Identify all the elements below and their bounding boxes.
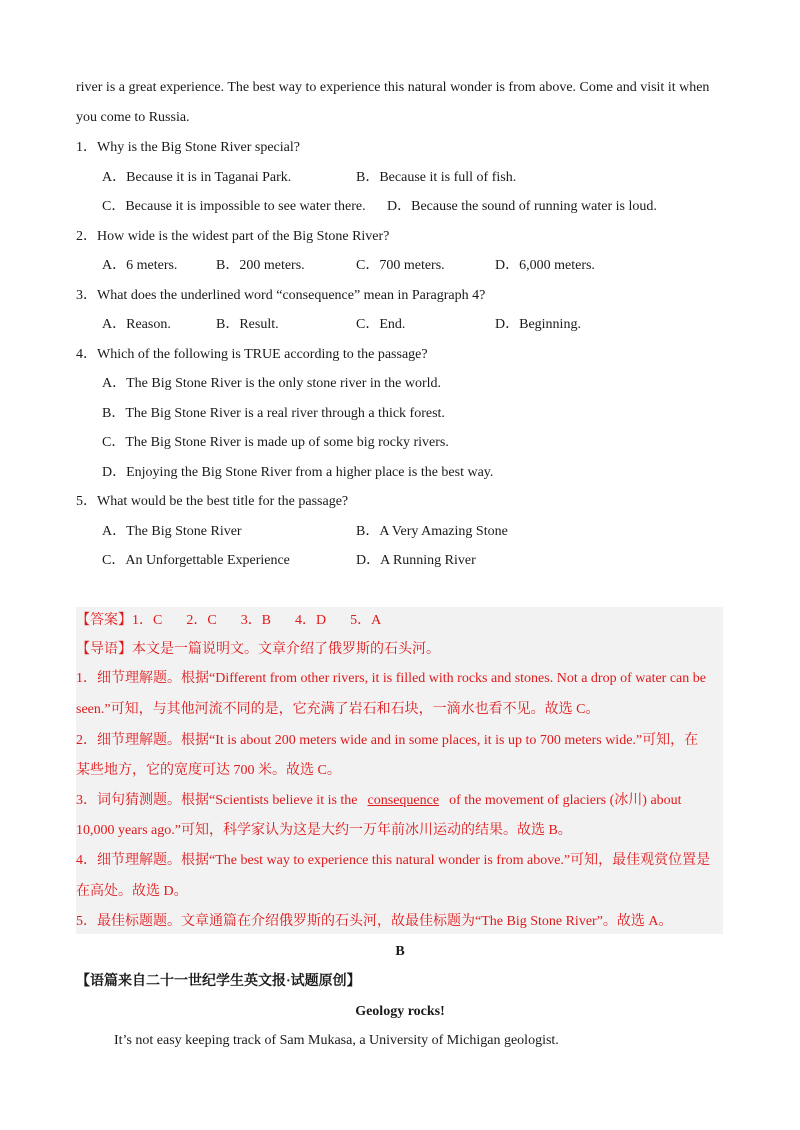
question-option: A．The Big Stone River [102, 524, 242, 539]
question-option: B．Result. [216, 317, 279, 332]
explanation-text: of the movement of glaciers (冰川) about [449, 793, 682, 808]
guide-text: 本文是一篇说明文。文章介绍了俄罗斯的石头河。 [132, 642, 440, 657]
explanation-line: 2．细节理解题。根据“It is about 200 meters wide and in some places, it is up to 700 meters wide.”可知，在 [76, 733, 699, 748]
question-stem: 4．Which of the following is TRUE according to the passage? [76, 347, 428, 362]
question-stem: 3．What does the underlined word “consequence” mean in Paragraph 4? [76, 288, 486, 303]
question-option: C．The Big Stone River is made up of some big rocky rivers. [102, 435, 449, 450]
answer-item: 4．D [295, 613, 327, 628]
explanation-line: 4．细节理解题。根据“The best way to experience this natural wonder is from above.”可知，最佳观赏位置是 [76, 853, 711, 868]
explanation-line: 某些地方，它的宽度可达 700 米。故选 C。 [76, 763, 341, 778]
question-option: A．Reason. [102, 317, 171, 332]
explanation-line: seen.”可知，与其他河流不同的是，它充满了岩石和石块，一滴水也看不见。故选 C。 [76, 702, 600, 717]
explanation-text: 3．词句猜测题。根据“Scientists believe it is the [76, 793, 358, 808]
question-option: C．End. [356, 317, 406, 332]
question-option: A．Because it is in Taganai Park. [102, 170, 292, 185]
passage-line: It’s not easy keeping track of Sam Mukasa, a University of Michigan geologist. [114, 1033, 559, 1048]
question-stem: 1．Why is the Big Stone River special? [76, 140, 300, 155]
explanation-line: 在高处。故选 D。 [76, 884, 188, 899]
section-source: 【语篇来自二十一世纪学生英文报·试题原创】 [76, 974, 361, 989]
explanation-line [76, 792, 682, 810]
question-option: D．Enjoying the Big Stone River from a higher place is the best way. [102, 465, 494, 480]
answer-label: 【答案】 [76, 613, 132, 628]
question-option: C．Because it is impossible to see water there. [102, 199, 366, 214]
question-option: B．A Very Amazing Stone [356, 524, 508, 539]
explanation-line: 10,000 years ago.”可知，科学家认为这是大约一万年前冰川运动的结果。故选 B。 [76, 823, 572, 838]
explanation-line: 5．最佳标题题。文章通篇在介绍俄罗斯的石头河，故最佳标题为“The Big Stone River”。故选 A。 [76, 914, 673, 929]
question-option: A．6 meters. [102, 258, 178, 273]
question-option: A．The Big Stone River is the only stone river in the world. [102, 376, 442, 391]
answer-item: 5．A [350, 613, 382, 628]
guide-line [76, 641, 440, 659]
question-option: B．The Big Stone River is a real river through a thick forest. [102, 406, 445, 421]
answer-item: 1．C [132, 613, 163, 628]
question-option: C．700 meters. [356, 258, 445, 273]
section-letter: B [395, 944, 405, 959]
question-option: D．A Running River [356, 553, 476, 568]
question-option: D．Beginning. [495, 317, 581, 332]
question-option: B．200 meters. [216, 258, 305, 273]
question-stem: 5．What would be the best title for the passage? [76, 494, 349, 509]
underlined-word: consequence [367, 793, 440, 808]
answer-item: 2．C [186, 613, 217, 628]
passage-title: Geology rocks! [355, 1004, 445, 1019]
answer-line [76, 612, 381, 630]
guide-label: 【导语】 [76, 642, 132, 657]
passage-line: you come to Russia. [76, 110, 190, 125]
question-option: C．An Unforgettable Experience [102, 553, 290, 568]
question-stem: 2．How wide is the widest part of the Big Stone River? [76, 229, 390, 244]
question-option: B．Because it is full of fish. [356, 170, 517, 185]
explanation-line: 1．细节理解题。根据“Different from other rivers, it is filled with rocks and stones. Not a drop of water can be [76, 671, 706, 686]
passage-line: river is a great experience. The best way to experience this natural wonder is from above. Come and visit it when [76, 80, 710, 95]
question-option: D．Because the sound of running water is loud. [387, 199, 657, 214]
answer-item: 3．B [240, 613, 272, 628]
question-option: D．6,000 meters. [495, 258, 595, 273]
